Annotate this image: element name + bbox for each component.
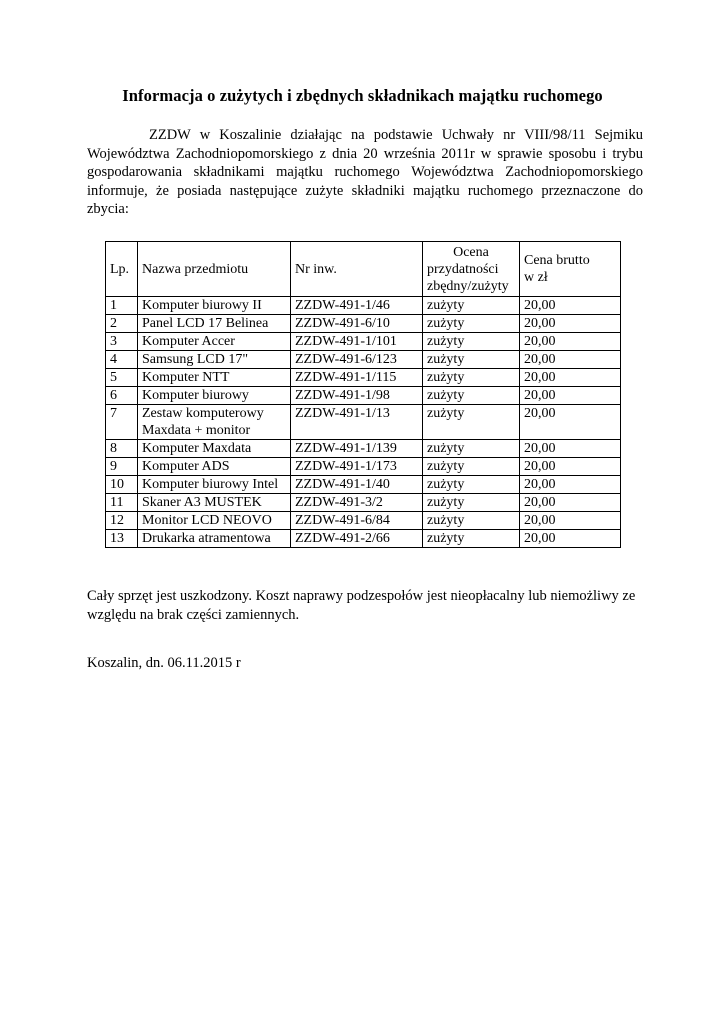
cell-lp: 6	[106, 387, 138, 405]
cell-name: Monitor LCD NEOVO	[138, 512, 291, 530]
cell-price: 20,00	[520, 458, 621, 476]
cell-lp: 8	[106, 440, 138, 458]
cell-name-line1: Zestaw komputerowy	[142, 406, 264, 421]
header-inv: Nr inw.	[291, 242, 423, 297]
cell-lp: 10	[106, 476, 138, 494]
cell-rating: zużyty	[423, 512, 520, 530]
header-rating-line2: przydatności	[427, 261, 499, 277]
cell-rating: zużyty	[423, 315, 520, 333]
cell-name: Samsung LCD 17"	[138, 351, 291, 369]
cell-rating: zużyty	[423, 297, 520, 315]
document-title: Informacja o zużytych i zbędnych składnikach majątku ruchomego	[122, 86, 603, 105]
table-body	[106, 297, 621, 548]
cell-inv: ZZDW-491-1/139	[291, 440, 423, 458]
cell-name-line2: Maxdata + monitor	[142, 423, 251, 438]
cell-name	[138, 405, 291, 440]
table-header-row	[106, 242, 621, 297]
cell-name: Komputer biurowy	[138, 387, 291, 405]
cell-inv: ZZDW-491-1/101	[291, 333, 423, 351]
cell-price: 20,00	[520, 333, 621, 351]
cell-rating: zużyty	[423, 387, 520, 405]
cell-lp: 4	[106, 351, 138, 369]
cell-rating: zużyty	[423, 440, 520, 458]
cell-inv: ZZDW-491-1/40	[291, 476, 423, 494]
cell-rating: zużyty	[423, 458, 520, 476]
cell-inv: ZZDW-491-1/13	[291, 405, 423, 440]
cell-inv: ZZDW-491-1/98	[291, 387, 423, 405]
items-table	[105, 241, 621, 548]
table-row	[106, 512, 621, 530]
cell-name: Komputer biurowy Intel	[138, 476, 291, 494]
cell-price: 20,00	[520, 476, 621, 494]
table-row	[106, 458, 621, 476]
cell-inv: ZZDW-491-2/66	[291, 530, 423, 548]
table-row	[106, 369, 621, 387]
table-row	[106, 405, 621, 440]
intro-paragraph	[87, 126, 643, 219]
cell-price: 20,00	[520, 530, 621, 548]
cell-price: 20,00	[520, 315, 621, 333]
cell-lp: 13	[106, 530, 138, 548]
cell-name: Drukarka atramentowa	[138, 530, 291, 548]
cell-name: Skaner A3 MUSTEK	[138, 494, 291, 512]
cell-name: Komputer Maxdata	[138, 440, 291, 458]
cell-lp: 7	[106, 405, 138, 440]
date-line: Koszalin, dn. 06.11.2015 r	[87, 655, 241, 671]
cell-lp: 5	[106, 369, 138, 387]
cell-lp: 9	[106, 458, 138, 476]
cell-price: 20,00	[520, 351, 621, 369]
header-price	[520, 242, 621, 297]
cell-inv: ZZDW-491-6/84	[291, 512, 423, 530]
cell-price: 20,00	[520, 297, 621, 315]
cell-rating: zużyty	[423, 333, 520, 351]
cell-rating: zużyty	[423, 494, 520, 512]
cell-price: 20,00	[520, 494, 621, 512]
header-price-line1: Cena brutto	[524, 253, 590, 268]
cell-rating: zużyty	[423, 476, 520, 494]
cell-rating: zużyty	[423, 369, 520, 387]
table-row	[106, 315, 621, 333]
cell-lp: 11	[106, 494, 138, 512]
note-paragraph: Cały sprzęt jest uszkodzony. Koszt naprawy podzespołów jest nieopłacalny lub niemożliwy ze względu na brak części zamiennych.	[87, 588, 636, 623]
cell-inv: ZZDW-491-1/46	[291, 297, 423, 315]
header-name: Nazwa przedmiotu	[138, 242, 291, 297]
table-row	[106, 297, 621, 315]
header-price-line2: w zł	[524, 270, 548, 285]
cell-inv: ZZDW-491-3/2	[291, 494, 423, 512]
cell-price: 20,00	[520, 405, 621, 440]
table-row	[106, 333, 621, 351]
cell-price: 20,00	[520, 440, 621, 458]
cell-rating: zużyty	[423, 351, 520, 369]
cell-inv: ZZDW-491-1/173	[291, 458, 423, 476]
cell-inv: ZZDW-491-6/123	[291, 351, 423, 369]
table-row	[106, 494, 621, 512]
table-row	[106, 530, 621, 548]
table-row	[106, 476, 621, 494]
cell-price: 20,00	[520, 387, 621, 405]
cell-inv: ZZDW-491-1/115	[291, 369, 423, 387]
header-rating-line3: zbędny/zużyty	[427, 278, 509, 294]
header-rating-line1: Ocena	[453, 244, 489, 260]
cell-lp: 1	[106, 297, 138, 315]
intro-text: ZZDW w Koszalinie działając na podstawie Uchwały nr VIII/98/11 Sejmiku Województwa Zachodniopomorskiego z dnia 20 września 2011r w sprawie sposobu i trybu gospodarowania składnikami majątku ruchomego Województwa Zachodniopomorskiego informuje, że posiada następujące zużyte składniki majątku ruchomego przeznaczone do zbycia:	[87, 127, 643, 217]
cell-inv: ZZDW-491-6/10	[291, 315, 423, 333]
cell-price: 20,00	[520, 369, 621, 387]
cell-lp: 12	[106, 512, 138, 530]
table-row	[106, 387, 621, 405]
cell-name: Komputer NTT	[138, 369, 291, 387]
cell-name: Komputer biurowy II	[138, 297, 291, 315]
cell-name: Komputer Accer	[138, 333, 291, 351]
cell-lp: 3	[106, 333, 138, 351]
table-row	[106, 440, 621, 458]
cell-name: Panel LCD 17 Belinea	[138, 315, 291, 333]
cell-rating: zużyty	[423, 405, 520, 440]
cell-lp: 2	[106, 315, 138, 333]
cell-price: 20,00	[520, 512, 621, 530]
header-lp: Lp.	[106, 242, 138, 297]
cell-name: Komputer ADS	[138, 458, 291, 476]
header-rating	[423, 242, 520, 297]
cell-rating: zużyty	[423, 530, 520, 548]
table-row	[106, 351, 621, 369]
